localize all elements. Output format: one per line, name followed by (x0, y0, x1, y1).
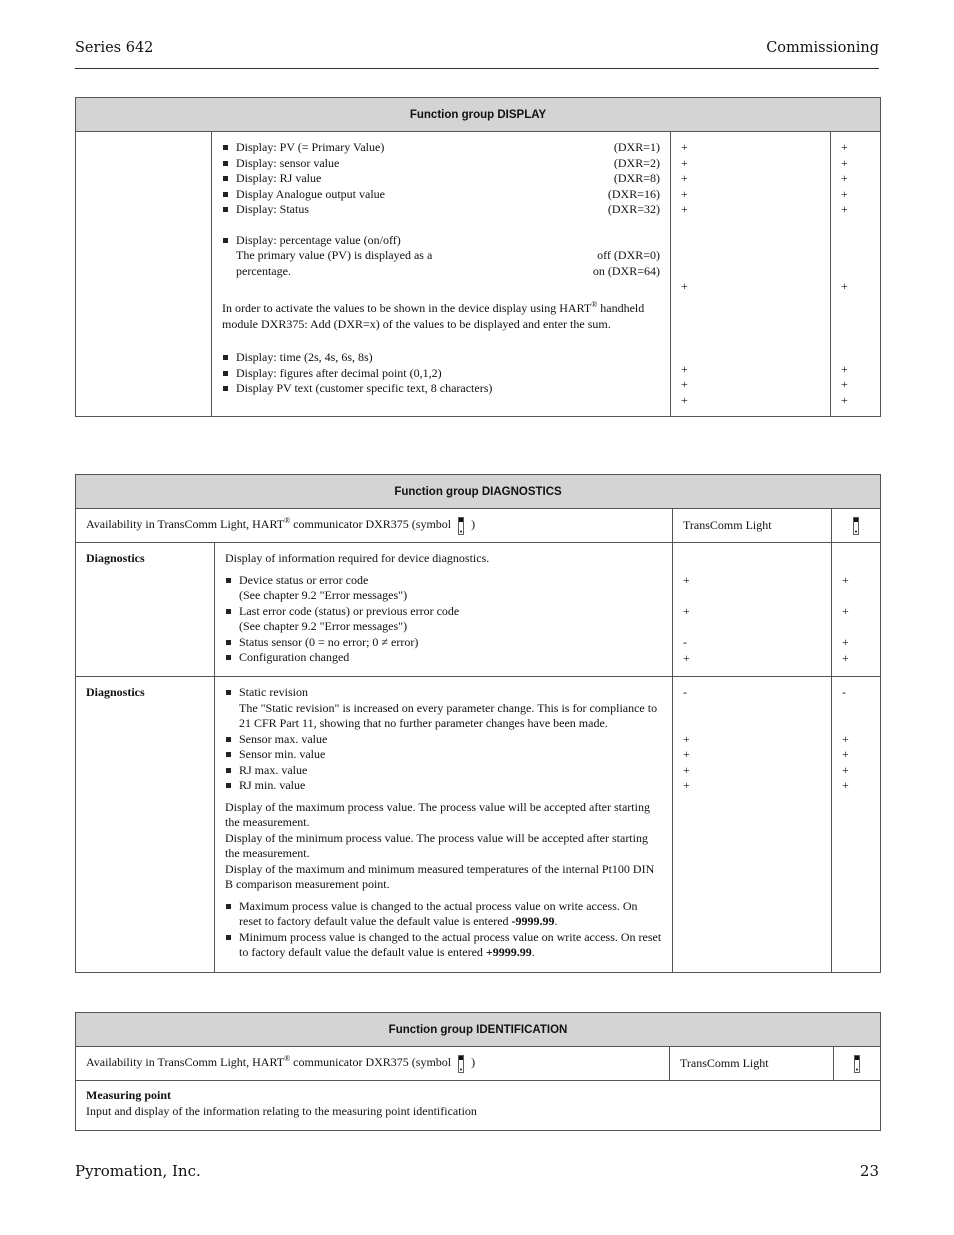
display-table (75, 97, 881, 417)
list-item (222, 202, 660, 218)
display-title: Function group DISPLAY (76, 98, 881, 132)
para-rj: Display of the maximum and minimum measured temperatures of the internal Pt100 DIN B comparison measurement point. (225, 861, 655, 891)
handheld-icon (852, 517, 860, 535)
item-code: (DXR=1) (613, 140, 660, 154)
display-content-cell (212, 132, 671, 417)
para-max: Display of the maximum process value. The process value will be accepted after starting the measurement. (225, 799, 650, 829)
item-label: Display Analogue output value (236, 186, 385, 201)
display-note: In order to activate the values to be shown in the device display using HART® handheld module DXR375: Add (DXR=x) of the values to be displayed and enter the sum. (222, 300, 645, 331)
mark: + (841, 279, 848, 293)
mark: + (683, 778, 690, 792)
list-item: Static revision (225, 685, 662, 701)
mark: + (681, 155, 688, 170)
mark: + (841, 155, 848, 170)
list-item (222, 171, 660, 187)
mark: + (681, 202, 688, 216)
list-item: Configuration changed (225, 650, 662, 666)
list-item: Display: figures after decimal point (0,1,2) (222, 366, 660, 382)
item-sub: (See chapter 9.2 "Error messages") (239, 588, 408, 602)
list-item: Minimum process value is changed to the actual process value on write access. On reset to factory default value the default value is entered +9999.99. (225, 930, 662, 961)
mark: + (683, 573, 690, 587)
diag-row2-col2 (832, 677, 881, 973)
mark: + (841, 202, 848, 216)
list-item: Maximum process value is changed to the actual process value on write access. On reset to factory default value the default value is entered -9999.99. (225, 899, 662, 930)
ident-avail-icon-cell (834, 1047, 881, 1081)
static-desc: The "Static revision" is increased on every parameter change. This is for compliance to 21 CFR Part 11, showing that no further parameter changes have been made. (239, 700, 658, 730)
item-label: Display: Status (236, 202, 310, 216)
header-section: Commissioning (766, 40, 879, 56)
display-col1 (671, 132, 831, 417)
pct-desc-2: percentage. (236, 263, 291, 278)
measuring-point-title: Measuring point (86, 1088, 172, 1102)
item-code: (DXR=16) (607, 186, 660, 201)
list-item: Device status or error code (225, 573, 662, 589)
pct-on-code: on (DXR=64) (592, 263, 660, 278)
diag-row1-col1 (673, 543, 832, 677)
mark: + (681, 377, 688, 391)
list-item (222, 187, 660, 203)
mark: + (681, 186, 688, 201)
diagnostics-title: Function group DIAGNOSTICS (76, 475, 881, 509)
mark: + (681, 279, 688, 293)
mark: - (842, 685, 846, 699)
diag-row1-label: Diagnostics (76, 543, 215, 677)
measuring-point-desc: Input and display of the information relating to the measuring point identification (86, 1103, 477, 1118)
handheld-icon (853, 1055, 861, 1073)
mark: + (841, 377, 848, 391)
mark: + (842, 747, 849, 761)
item-label: Display: RJ value (236, 171, 322, 185)
item-label: Display: PV (= Primary Value) (236, 140, 385, 154)
diag-row1-content (215, 543, 673, 677)
diag-avail-col: TransComm Light (673, 509, 832, 543)
mark: + (683, 762, 690, 777)
ident-avail-col: TransComm Light (670, 1047, 834, 1081)
page-number: 23 (859, 1162, 879, 1180)
ident-availability: Availability in TransComm Light, HART® communicator DXR375 (symbol ) (76, 1047, 670, 1081)
page-header (75, 40, 879, 69)
diag-row2-label: Diagnostics (76, 677, 215, 973)
handheld-icon (457, 1055, 465, 1073)
mark: - (683, 685, 687, 699)
mark: + (681, 140, 688, 154)
mark: + (841, 186, 848, 201)
display-label-cell (76, 132, 212, 417)
mark: + (842, 731, 849, 746)
mark: - (683, 635, 687, 649)
item-label: Display: sensor value (236, 155, 340, 170)
mark: + (841, 392, 848, 407)
pct-desc: The primary value (PV) is displayed as a (236, 248, 433, 262)
pct-off-code: off (DXR=0) (597, 248, 660, 262)
measuring-point-cell (76, 1081, 881, 1131)
mark: + (681, 392, 688, 407)
mark: + (841, 171, 848, 185)
mark: + (683, 731, 690, 746)
mark: + (842, 762, 849, 777)
list-item: Display: percentage value (on/off) (222, 233, 660, 249)
mark: + (842, 635, 849, 649)
mark: + (683, 604, 690, 618)
list-item: Last error code (status) or previous error code (225, 604, 662, 620)
list-item: Display PV text (customer specific text, 8 characters) (222, 381, 660, 397)
mark: + (681, 171, 688, 185)
item-code: (DXR=32) (607, 202, 660, 216)
mark: + (681, 361, 688, 376)
mark: + (842, 604, 849, 618)
diag-row2-col1 (673, 677, 832, 973)
mark: + (842, 650, 849, 665)
para-min: Display of the minimum process value. The process value will be accepted after starting the measurement. (225, 830, 648, 860)
mark: + (841, 361, 848, 376)
mark: + (842, 573, 849, 587)
identification-table (75, 1012, 881, 1131)
diag-intro: Display of information required for device diagnostics. (225, 551, 490, 565)
list-item: RJ min. value (225, 778, 662, 794)
header-series: Series 642 (75, 40, 154, 56)
handheld-icon (457, 517, 465, 535)
diagnostics-table (75, 474, 881, 973)
identification-title: Function group IDENTIFICATION (76, 1013, 881, 1047)
display-col2 (831, 132, 881, 417)
list-item (222, 140, 660, 156)
list-item: Status sensor (0 = no error; 0 ≠ error) (225, 635, 662, 651)
diag-availability: Availability in TransComm Light, HART® communicator DXR375 (symbol ) (76, 509, 673, 543)
list-item: Sensor max. value (225, 732, 662, 748)
list-item: Sensor min. value (225, 747, 662, 763)
list-item: RJ max. value (225, 763, 662, 779)
footer-company: Pyromation, Inc. (75, 1162, 201, 1180)
diag-row1-col2 (832, 543, 881, 677)
diag-avail-icon-cell (832, 509, 881, 543)
item-code: (DXR=2) (613, 155, 660, 170)
item-sub: (See chapter 9.2 "Error messages") (239, 619, 408, 633)
item-code: (DXR=8) (613, 171, 660, 185)
mark: + (683, 650, 690, 665)
mark: + (842, 778, 849, 792)
mark: + (841, 140, 848, 154)
list-item: Display: time (2s, 4s, 6s, 8s) (222, 350, 660, 366)
list-item (222, 156, 660, 172)
mark: + (683, 747, 690, 761)
diag-row2-content (215, 677, 673, 973)
